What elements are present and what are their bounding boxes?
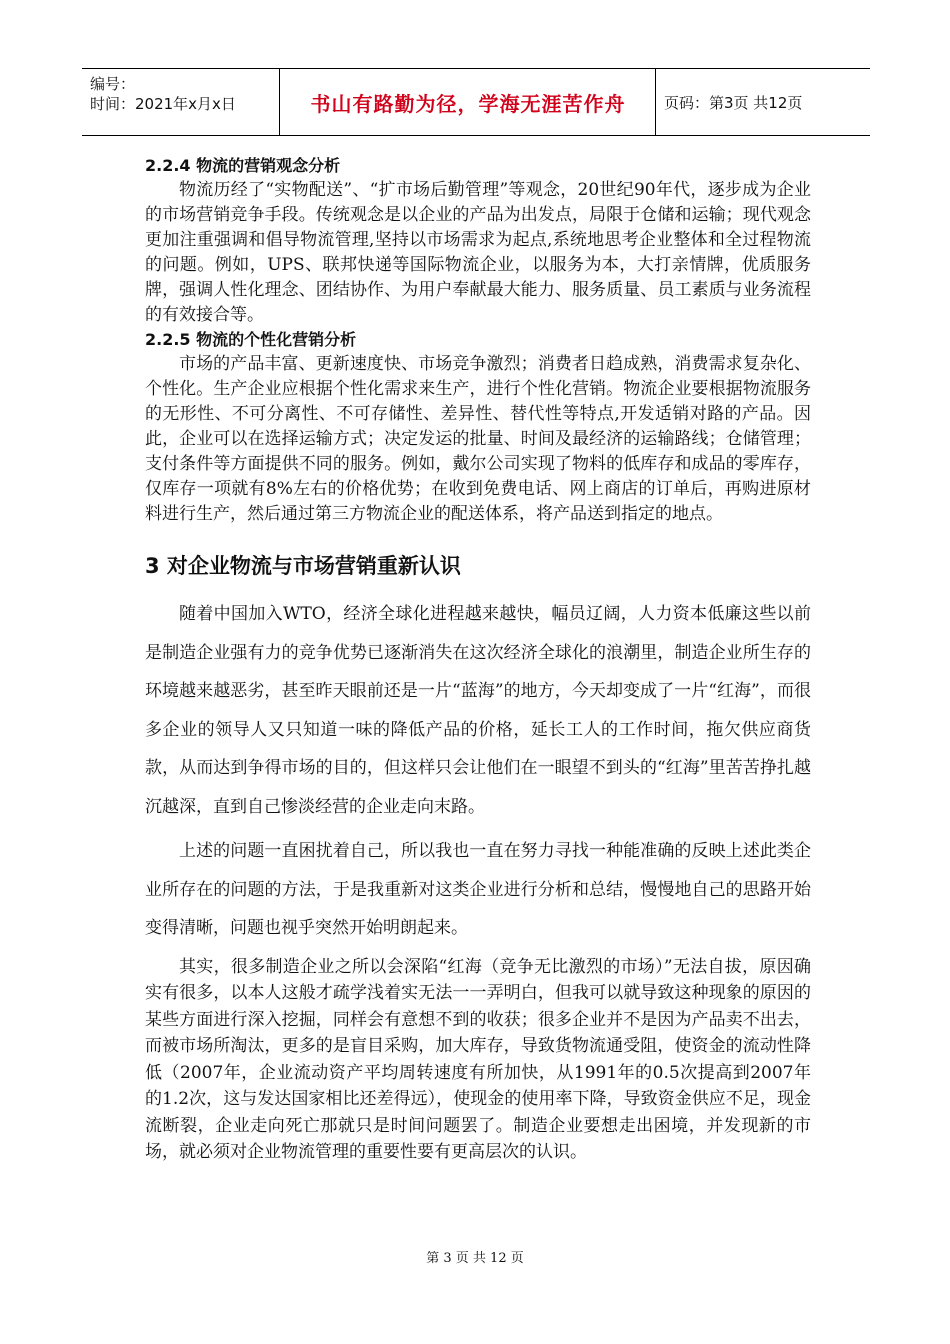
header-meta: [82, 69, 280, 135]
page-header: [82, 68, 870, 136]
document-body: [145, 154, 811, 1166]
header-motto: 书山有路勤为径，学海无涯苦作舟: [281, 69, 656, 135]
section-title-2-2-5: 2.2.5 物流的个性化营销分析: [145, 330, 357, 349]
header-number-label: 编号：: [90, 75, 136, 93]
chapter3-paragraph-2: 上述的问题一直困扰着自己，所以我也一直在努力寻找一种能准确的反映上述此类企业所存在的问题的方法，于是我重新对这类企业进行分析和总结，慢慢地自己的思路开始变得清晰，问题也视乎突然开始明朗起来。: [145, 841, 811, 938]
section-body-2-2-5: 市场的产品丰富、更新速度快、市场竞争激烈；消费者日趋成熟，消费需求复杂化、个性化。生产企业应根据个性化需求来生产，进行个性化营销。物流企业要根据物流服务的无形性、不可分离性、不可存储性、差异性、替代性等特点,开发适销对路的产品。因此，企业可以在选择运输方式；决定发运的批量、时间及最经济的运输路线；仓储管理；支付条件等方面提供不同的服务。例如，戴尔公司实现了物料的低库存和成品的零库存，仅库存一项就有8%左右的价格优势；在收到免费电话、网上商店的订单后，再购进原材料进行生产，然后通过第三方物流企业的配送体系，将产品送到指定的地点。: [145, 354, 811, 524]
chapter3-paragraph-1: 随着中国加入WTO，经济全球化进程越来越快，幅员辽阔，人力资本低廉这些以前是制造企业强有力的竞争优势已逐渐消失在这次经济全球化的浪潮里，制造企业所生存的环境越来越恶劣，甚至昨天眼前还是一片“蓝海”的地方，今天却变成了一片“红海”，而很多企业的领导人又只知道一味的降低产品的价格，延长工人的工作时间，拖欠供应商货款，从而达到争得市场的目的，但这样只会让他们在一眼望不到头的“红海”里苦苦挣扎越沉越深，直到自己惨淡经营的企业走向末路。: [145, 604, 811, 817]
header-page-info: 页码：第3页 共12页: [664, 93, 803, 112]
header-time-label: 时间：2021年x月x日: [90, 95, 236, 113]
chapter3-paragraph-3: 其实，很多制造企业之所以会深陷“红海（竞争无比激烈的市场）”无法自拔，原因确实有很多，以本人这般才疏学浅着实无法一一弄明白，但我可以就导致这种现象的原因的某些方面进行深入挖掘，同样会有意想不到的收获；很多企业并不是因为产品卖不出去，而被市场所淘汰，更多的是盲目采购，加大库存，导致货物流通受阻，使资金的流动性降低（2007年，企业流动资产平均周转速度有所加快，从1991年的0.5次提高到2007年的1.2次，这与发达国家相比还差得远），使现金的使用率下降，导致资金供应不足，现金流断裂，企业走向死亡那就只是时间问题罢了。制造企业要想走出困境，并发现新的市场，就必须对企业物流管理的重要性要有更高层次的认识。: [145, 956, 811, 1162]
page-footer: 第 3 页 共 12 页: [426, 1251, 524, 1266]
chapter-title-3: 3 对企业物流与市场营销重新认识: [145, 554, 461, 578]
section-body-2-2-4: 物流历经了“实物配送”、“扩市场后勤管理”等观念，20世纪90年代，逐步成为企业的市场营销竞争手段。传统观念是以企业的产品为出发点，局限于仓储和运输；现代观念更加注重强调和倡导物流管理,坚持以市场需求为起点,系统地思考企业整体和全过程物流的问题。例如，UPS、联邦快递等国际物流企业，以服务为本，大打亲情牌，优质服务牌，强调人性化理念、团结协作、为用户奉献最大能力、服务质量、员工素质与业务流程的有效接合等。: [145, 180, 811, 325]
section-title-2-2-4: 2.2.4 物流的营销观念分析: [145, 156, 341, 175]
